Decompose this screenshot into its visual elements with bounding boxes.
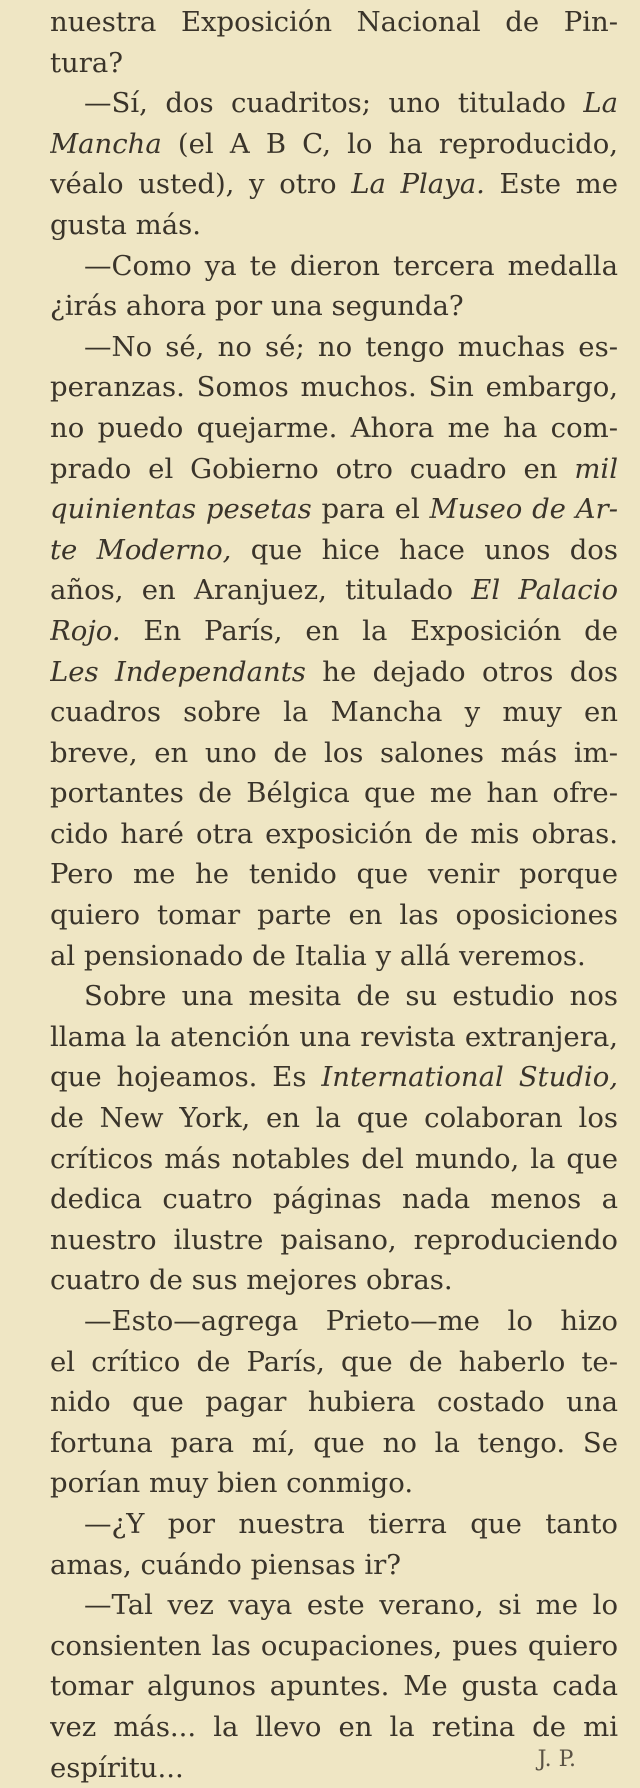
text-line <box>50 367 618 408</box>
italic-text: La <box>583 87 618 120</box>
text-fragment: porían muy bien conmigo. <box>50 1467 414 1500</box>
text-fragment: gusta más. <box>50 208 201 241</box>
text-fragment: —Como ya te dieron tercera medalla <box>84 249 618 282</box>
text-line <box>50 83 618 124</box>
text-fragment: críticos más notables del mundo, la que <box>50 1142 618 1175</box>
text-fragment: ¿irás ahora por una segunda? <box>50 290 464 323</box>
text-line <box>50 449 618 490</box>
text-fragment: portantes de Bélgica que me han ofre- <box>50 777 618 810</box>
text-line <box>50 205 618 246</box>
text-fragment: prado el Gobierno otro cuadro en <box>50 452 575 485</box>
text-fragment: llama la atención una revista extranjera, <box>50 1020 618 1053</box>
text-line <box>50 854 618 895</box>
text-line <box>50 1057 618 1098</box>
text-line <box>50 1382 618 1423</box>
text-fragment: peranzas. Somos muchos. Sin embargo, <box>50 371 618 404</box>
text-fragment: cuadros sobre la Mancha y muy en <box>50 696 618 729</box>
text-fragment: he dejado otros dos <box>305 655 618 688</box>
italic-text: International Studio, <box>321 1061 618 1094</box>
text-line <box>50 652 618 693</box>
italic-text: te Moderno, <box>50 533 232 566</box>
text-line <box>50 1626 618 1667</box>
text-fragment: (el A B C, lo ha reproducido, <box>161 127 618 160</box>
text-line <box>50 124 618 165</box>
italic-text: Mancha <box>50 127 162 160</box>
italic-text: quinientas pesetas <box>50 493 312 526</box>
text-fragment: el crítico de París, que de haberlo te- <box>50 1345 618 1378</box>
text-line <box>50 489 618 530</box>
text-line <box>50 773 618 814</box>
text-line <box>50 1260 618 1301</box>
text-line <box>50 530 618 571</box>
italic-text: Les Independants <box>50 655 306 688</box>
text-fragment: espíritu... <box>50 1751 184 1784</box>
text-fragment: Este me <box>484 168 618 201</box>
text-fragment: años, en Aranjuez, titulado <box>50 574 472 607</box>
text-line <box>50 814 618 855</box>
text-fragment: nuestro ilustre paisano, reproduciendo <box>50 1223 618 1256</box>
text-fragment: de New York, en la que colaboran los <box>50 1102 618 1135</box>
text-fragment: nido que pagar hubiera costado una <box>50 1386 618 1419</box>
text-line <box>50 1301 618 1342</box>
text-line <box>50 692 618 733</box>
text-fragment: véalo usted), y otro <box>50 168 352 201</box>
text-line <box>50 327 618 368</box>
text-fragment: vez más... la llevo en la retina de mi <box>50 1710 618 1743</box>
text-fragment: En París, en la Exposición de <box>120 614 618 647</box>
text-line <box>50 1585 618 1626</box>
article-body <box>50 2 618 1788</box>
italic-text: El Palacio <box>471 574 618 607</box>
text-fragment: fortuna para mí, que no la tengo. Se <box>50 1426 618 1459</box>
text-fragment: —No sé, no sé; no tengo muchas es- <box>84 330 618 363</box>
text-line <box>50 1666 618 1707</box>
text-line <box>50 1220 618 1261</box>
text-fragment: amas, cuándo piensas ir? <box>50 1548 402 1581</box>
text-fragment: para el <box>311 493 430 526</box>
text-line <box>50 1139 618 1180</box>
text-fragment: —¿Y por nuestra tierra que tanto <box>84 1507 618 1540</box>
text-fragment: Sobre una mesita de su estudio nos <box>84 980 618 1013</box>
text-fragment: tura? <box>50 46 124 79</box>
text-line <box>50 1342 618 1383</box>
text-line <box>50 733 618 774</box>
text-fragment: nuestra Exposición Nacional de Pin- <box>50 6 618 38</box>
text-fragment: dedica cuatro páginas nada menos a <box>50 1183 618 1216</box>
text-line <box>50 408 618 449</box>
text-line <box>50 164 618 205</box>
text-line <box>50 1017 618 1058</box>
text-fragment: —Tal vez vaya este verano, si me lo <box>84 1589 618 1622</box>
text-line <box>50 43 618 84</box>
text-fragment: breve, en uno de los salones más im- <box>50 736 618 769</box>
text-line <box>50 1463 618 1504</box>
text-fragment: Pero me he tenido que venir porque <box>50 858 618 891</box>
text-line <box>50 1098 618 1139</box>
text-fragment: cido haré otra exposición de mis obras. <box>50 817 618 850</box>
article-signature: J. P. <box>537 1747 576 1772</box>
italic-text: La Playa. <box>351 168 485 201</box>
text-fragment: —Sí, dos cuadritos; uno titulado <box>84 87 584 120</box>
text-fragment: —Esto—agrega Prieto—me lo hizo <box>84 1305 618 1337</box>
text-line <box>50 1423 618 1464</box>
text-line <box>50 1545 618 1586</box>
text-fragment: consienten las ocupaciones, pues quiero <box>50 1629 618 1662</box>
italic-text: Museo de Ar- <box>429 493 618 526</box>
text-fragment: tomar algunos apuntes. Me gusta cada <box>50 1670 618 1703</box>
text-line <box>50 1707 618 1748</box>
text-line <box>50 570 618 611</box>
text-fragment: quiero tomar parte en las oposiciones <box>50 899 618 932</box>
text-line <box>50 1504 618 1545</box>
text-line <box>50 286 618 327</box>
text-fragment: al pensionado de Italia y allá veremos. <box>50 939 586 972</box>
text-line <box>50 976 618 1017</box>
text-fragment: que hojeamos. Es <box>50 1061 322 1094</box>
text-fragment: cuatro de sus mejores obras. <box>50 1264 453 1297</box>
text-line <box>50 1748 618 1788</box>
text-line <box>50 2 618 43</box>
text-fragment: no puedo quejarme. Ahora me ha com- <box>50 411 618 444</box>
text-line <box>50 246 618 287</box>
text-line <box>50 895 618 936</box>
text-fragment: que hice hace unos dos <box>231 533 618 566</box>
text-line <box>50 936 618 977</box>
italic-text: mil <box>574 452 618 485</box>
text-line <box>50 611 618 652</box>
text-line <box>50 1179 618 1220</box>
italic-text: Rojo. <box>50 614 121 647</box>
